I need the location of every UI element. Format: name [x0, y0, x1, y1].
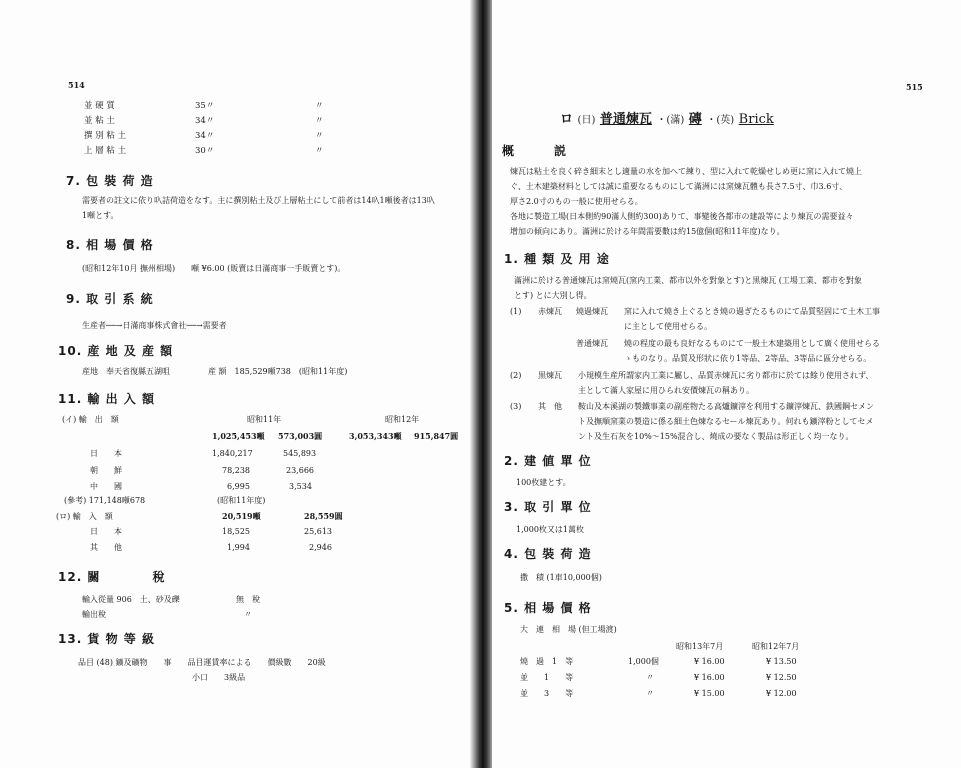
page-number: 515	[906, 82, 923, 92]
price-item-price: 30〃	[195, 146, 215, 156]
tariff-export-label: 輸出稅	[82, 610, 106, 619]
price-row-value-1: ¥ 16.00	[694, 673, 725, 682]
import-row-val: 25,613	[304, 527, 332, 536]
types-intro: とす) とに大別し得。	[514, 291, 592, 300]
title-mn-label: ・(滿)	[656, 115, 685, 126]
export-row-qty: 78,238	[222, 466, 250, 475]
price-item-price: 34〃	[195, 116, 215, 126]
section-heading-overview: 概 説	[502, 144, 568, 158]
freight-class-text: 品目 (48) 鑛及礦物 事 品目運賃率による 價級數 20級	[78, 658, 326, 667]
price-item-mark: 〃	[315, 131, 324, 141]
section-heading-trade-unit: 3. 取 引 單 位	[504, 500, 592, 514]
page-title	[560, 108, 774, 127]
right-page	[492, 0, 961, 768]
section-heading-trade-system: 9. 取 引 系 統	[66, 292, 154, 306]
price-item-mark: 〃	[315, 101, 324, 111]
price-item-name: 並 硬 質	[84, 101, 115, 111]
price-col-header: 昭和12年7月	[752, 642, 800, 651]
export-row-name: 朝 鮮	[90, 466, 122, 475]
overview-line: 各地に製造工場(日本側約90滿人側約300)ありて、事變後各都市の建設等により煉瓦の需要益々	[510, 212, 854, 221]
price-row-unit: 1,000個	[628, 657, 659, 666]
price-col-header: 昭和13年7月	[676, 642, 724, 651]
price-item-mark: 〃	[315, 146, 324, 156]
price-item-name: 上 層 粘 土	[84, 146, 127, 156]
tariff-import-label: 輸入從量 906 土、砂及礫	[82, 595, 180, 604]
export-total-qty-1: 1,025,453噸	[212, 431, 265, 441]
export-row-val: 3,534	[289, 482, 312, 491]
export-row-name: 中 國	[90, 482, 122, 491]
import-row-name: 日 本	[90, 527, 122, 536]
price-item-mark: 〃	[315, 116, 324, 126]
overview-line: ぐ、土木建築材料としては誠に重要なるものにして滿洲には窯煉瓦體も長さ7.5寸、巾3.6寸、	[510, 182, 848, 191]
section-heading-market-price: 5. 相 場 價 格	[504, 601, 592, 615]
import-label: (ロ) 輸 入 額	[56, 512, 113, 521]
packing-text: 1噸とす。	[82, 211, 119, 220]
type-subname: 燒過煉瓦	[576, 307, 608, 316]
import-row-qty: 1,994	[227, 543, 250, 552]
type-desc: ント及生石灰を10%〜15%混合し、燒成の要なく製品は形正しく均一なり。	[578, 432, 854, 441]
price-unit-text: 100枚建とす。	[516, 478, 571, 487]
overview-line: 煉瓦は粘土を良く碎き細末とし適量の水を加へて練り、型に入れて乾燥せしめ更に窯に入れて燒上	[510, 167, 862, 176]
type-name: 赤煉瓦	[538, 307, 562, 316]
price-row-unit: 〃	[646, 673, 654, 682]
price-row-value-1: ¥ 16.00	[694, 657, 725, 666]
tariff-import-value: 無 稅	[236, 595, 260, 604]
type-desc: 小規模生産所謂家内工業に屬し、品質赤煉瓦に劣り都市に於ては餘り使用されず、	[578, 371, 874, 380]
price-item-name: 撰 別 粘 土	[84, 131, 127, 141]
export-reference: (參考) 171,148噸678	[64, 496, 146, 505]
section-heading-price: 8. 相 場 價 格	[66, 238, 154, 252]
trade-system-text: 生産者──→日滿商事株式會社──→需要者	[82, 321, 227, 330]
packing-text: 撒 積 (1車10,000個)	[520, 573, 602, 582]
title-prefix: ロ	[560, 112, 574, 127]
price-row-value-2: ¥ 12.00	[766, 689, 797, 698]
type-desc: 燒の程度の最も良好なるものにて一般土木建築用として廣く使用せらる	[624, 339, 880, 348]
market-price-subtitle: 大 連 相 場 (但工場渡)	[520, 625, 617, 634]
page-number: 514	[68, 80, 85, 90]
title-en-name: Brick	[738, 112, 774, 127]
type-desc: ゝものなり。品質及形狀に依り1等品、2等品、3等品に區分せらる。	[624, 354, 872, 363]
section-heading-import-export: 11. 輸 出 入 額	[58, 392, 155, 406]
price-row-value-2: ¥ 13.50	[766, 657, 797, 666]
trade-unit-text: 1,000枚又は1萬枚	[516, 525, 584, 534]
left-page	[0, 0, 478, 768]
price-row-name: 並 1 等	[520, 673, 574, 682]
section-heading-packing: 4. 包 裝 荷 造	[504, 547, 592, 561]
export-total-qty-2: 3,053,343噸	[349, 431, 402, 441]
export-row-qty: 1,840,217	[212, 449, 253, 458]
section-heading-types-uses: 1. 種 類 及 用 途	[504, 252, 610, 266]
import-row-qty: 18,525	[222, 527, 250, 536]
export-row-val: 23,666	[286, 466, 314, 475]
tariff-export-value: 〃	[244, 610, 252, 619]
section-heading-packing: 7. 包 裝 荷 造	[66, 174, 154, 188]
overview-line: 厚さ2.0寸のもの一般に使用せらる。	[510, 197, 643, 206]
type-number: (2)	[510, 371, 522, 380]
export-total-val-2: 915,847圓	[414, 431, 459, 441]
price-row-name: 並 3 等	[520, 689, 574, 698]
freight-class-text: 小口 3級品	[192, 673, 246, 682]
type-subname: 普通煉瓦	[576, 339, 608, 348]
import-row-name: 其 他	[90, 543, 122, 552]
export-year-1: 昭和11年	[247, 415, 282, 424]
price-item-price: 34〃	[195, 131, 215, 141]
import-total-qty: 20,519噸	[222, 511, 261, 521]
type-desc: 主として滿人家屋に用ひられ安價煉瓦の稱あり。	[578, 386, 754, 395]
section-heading-production: 10. 産 地 及 産 額	[58, 344, 174, 358]
title-jp-label: (日)	[577, 115, 596, 126]
overview-line: 增加の傾向にあり。滿洲に於ける年間需要數は約15億個(昭和11年度)なり。	[510, 227, 785, 236]
price-row-name: 燒 過 1 等	[520, 657, 574, 666]
section-heading-price-unit: 2. 建 値 單 位	[504, 454, 592, 468]
type-number: (1)	[510, 307, 522, 316]
types-intro: 滿洲に於ける普通煉瓦は窯燒瓦(窯内工業、都市以外を對象とす)と黒煉瓦 (工場工業、都市を對象	[514, 276, 862, 285]
type-name: 其 他	[538, 402, 562, 411]
price-item-name: 並 粘 土	[84, 116, 115, 126]
production-place: 産地 奉天省復縣五湖咀	[82, 367, 170, 376]
type-name: 黒煉瓦	[538, 371, 562, 380]
export-row-val: 545,893	[283, 449, 317, 458]
price-row-value-2: ¥ 12.50	[766, 673, 797, 682]
packing-text: 需要者の註文に依り叺詰荷造をなす。主に撰別粘土及び上層粘土にして前者は14叺1噸後者は13叺	[82, 196, 435, 205]
export-year-2: 昭和12年	[385, 415, 420, 424]
title-mn-name: 磚	[688, 112, 702, 127]
section-heading-freight-class: 13. 貨 物 等 級	[58, 632, 155, 646]
section-heading-tariff: 12. 關 稅	[58, 570, 166, 584]
type-desc: 鞍山及本溪湖の製鐵事業の副産物たる高爐鑛滓を利用する鑛滓煉瓦、鉄國鋼セメン	[578, 402, 874, 411]
price-item-price: 35〃	[195, 101, 215, 111]
price-row-unit: 〃	[646, 689, 654, 698]
export-label: (イ) 輸 出 額	[62, 415, 119, 424]
title-jp-name: 普通煉瓦	[599, 112, 652, 127]
import-total-val: 28,559圓	[304, 511, 343, 521]
production-amount: 産 額 185,529噸738 (昭和11年度)	[208, 367, 348, 376]
export-total-val-1: 573,003圓	[278, 431, 323, 441]
type-number: (3)	[510, 402, 522, 411]
price-text: (昭和12年10月 撫州相場) 噸 ¥6.00 (販賣は日滿商事一手販賣とす)。	[82, 264, 346, 273]
price-row-value-1: ¥ 15.00	[694, 689, 725, 698]
type-desc: ト及撫順窯業の製造に係る細土色煉なるセール煉瓦あり。何れも鑛滓粉としてセメ	[578, 417, 874, 426]
type-desc: に主として使用せらる。	[624, 322, 712, 331]
export-row-qty: 6,995	[227, 482, 250, 491]
export-reference-year: (昭和11年度)	[217, 496, 266, 505]
title-en-label: ・(英)	[706, 115, 735, 126]
import-row-val: 2,946	[309, 543, 332, 552]
export-row-name: 日 本	[90, 449, 122, 458]
type-desc: 窯に入れて燒き上ぐるとき燒の過ぎたるものにて品質堅固にて土木工事	[624, 307, 880, 316]
